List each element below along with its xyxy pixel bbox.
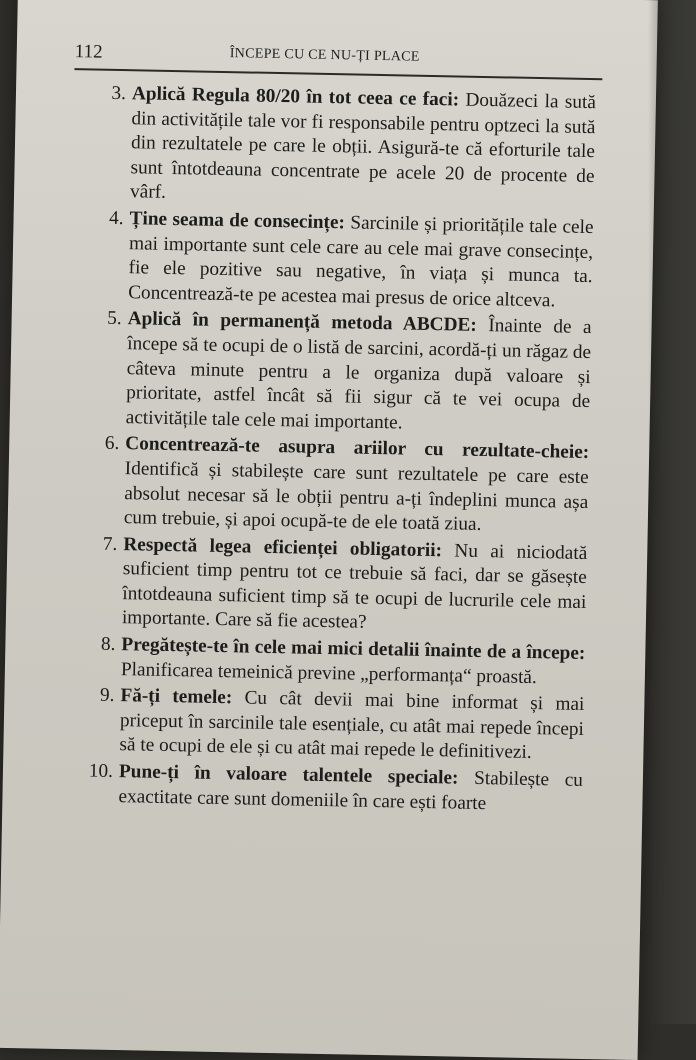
list-item bbox=[75, 684, 584, 768]
item-body: Nu ai niciodată suficient timp pentru tot ce trebuie să faci, dar se găsește întotdeauna suficient timp să te ocupi de lucrurile cele mai importante. Care să fie acestea? bbox=[121, 540, 588, 634]
list-item bbox=[80, 432, 590, 540]
item-title: Aplică în permanență metoda ABCDE: bbox=[127, 308, 489, 337]
item-number: 10. bbox=[88, 760, 114, 782]
item-number: 3. bbox=[111, 82, 127, 105]
item-body: Identifică și stabilește care sunt rezultatele pe care este absolut necesar să le obții pentru a-ți îndeplini munca așa cum trebuie, și apoi ocupă-te de ele toată ziua. bbox=[123, 458, 589, 536]
item-number: 6. bbox=[104, 433, 120, 455]
page-number: 112 bbox=[74, 41, 103, 63]
list-item bbox=[84, 206, 594, 314]
item-number: 9. bbox=[99, 684, 115, 707]
item-body: Douăzeci la sută din activitățile tale vor fi responsabile pentru optzeci la sută din rezultatele pe care le obții. Asigură-te că eforturile tale sunt întotdeauna concentrate pe acele 20 de procente de vârf. bbox=[129, 89, 597, 204]
numbered-list bbox=[74, 81, 596, 820]
background-shadow bbox=[648, 0, 696, 1024]
item-number: 4. bbox=[108, 207, 124, 230]
item-number: 5. bbox=[106, 308, 122, 330]
item-title: Ține seama de consecințe: bbox=[129, 208, 351, 234]
item-title: Pune-ți în valoare talentele speciale: bbox=[118, 761, 475, 789]
item-body: Sarcinile și prioritățile tale cele mai importante sunt cele care au cele mai grave consecințe, fie ele pozitive sau negative, în viața și munca ta. Concentrează-te pe acestea mai presus de orice altceva. bbox=[127, 212, 594, 312]
header-rule bbox=[74, 68, 602, 80]
item-body: Înainte de a începe să te ocupi de o listă de sarcini, acordă-ți un răgaz de câteva minute pentru a le organiza după valoare și prioritate, astfel încât să fii sigur că te vei ocupa de activitățile tale cele mai importante. bbox=[125, 315, 592, 434]
list-item bbox=[77, 632, 586, 691]
list-item bbox=[78, 532, 588, 640]
list-item bbox=[74, 759, 583, 818]
item-title: Concentrează-te asupra ariilor cu rezultate-cheie: bbox=[125, 433, 590, 464]
item-title: Aplică Regula 80/20 în tot ceea ce faci: bbox=[131, 83, 466, 111]
list-item bbox=[82, 307, 592, 440]
item-body: Cu cât devii mai bine informat și mai priceput în sarcinile tale esențiale, cu atât mai repede începi să te ocupi de ele și cu atât mai repede le definitivezi. bbox=[119, 687, 585, 764]
running-title: ÎNCEPE CU CE NU-ȚI PLACE bbox=[229, 46, 420, 65]
page-header bbox=[74, 41, 594, 81]
item-body: Stabilește cu exactitate care sunt domeniile în care ești foarte bbox=[118, 767, 584, 814]
item-body: Planificarea temeinică previne „performanța“ proastă. bbox=[120, 658, 538, 688]
item-title: Pregătește-te în cele mai mici detalii înainte de a începe: bbox=[121, 634, 586, 665]
item-number: 8. bbox=[100, 633, 116, 656]
item-title: Respectă legea eficienței obligatorii: bbox=[123, 533, 455, 562]
item-title: Fă-ți temele: bbox=[120, 685, 245, 709]
item-number: 7. bbox=[102, 533, 118, 555]
list-item bbox=[86, 81, 596, 214]
